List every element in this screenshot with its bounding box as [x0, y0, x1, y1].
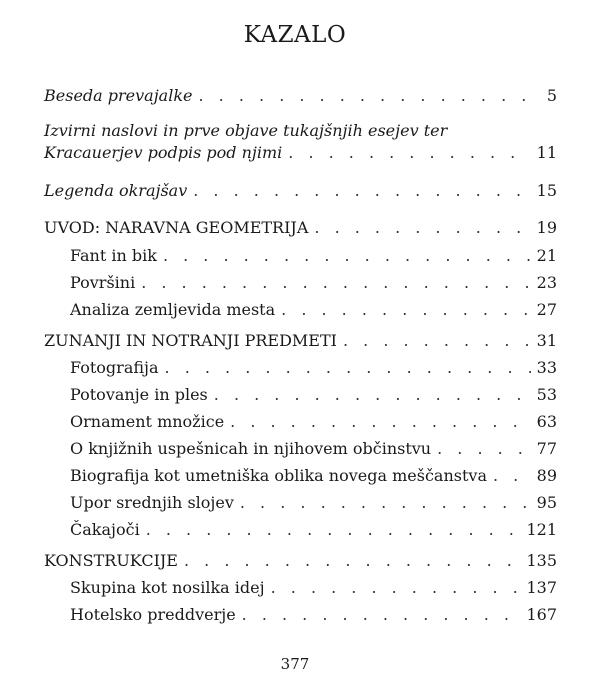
- toc-entry-page: 137: [526, 578, 557, 597]
- toc-entry-label: Hotelsko preddverje: [70, 605, 236, 624]
- dot-leader: [141, 272, 530, 294]
- dot-leader: [437, 438, 531, 460]
- toc-entry-label: O knjižnih uspešnicah in njihovem občinstvu: [70, 439, 432, 458]
- toc-entry-page: 121: [526, 520, 557, 539]
- dot-leader: [214, 384, 531, 406]
- toc-entry-legenda-okrajsav[interactable]: [44, 180, 557, 202]
- toc-entry-label: UVOD: NARAVNA GEOMETRIJA: [44, 218, 309, 237]
- toc-entry-potovanje-in-ples[interactable]: [70, 384, 557, 406]
- dot-leader: [199, 85, 541, 107]
- toc-entry-label: Analiza zemljevida mesta: [70, 300, 276, 319]
- toc-entry-analiza-zemljevida[interactable]: [70, 299, 557, 321]
- dot-leader: [271, 577, 521, 599]
- toc-entry-page: 21: [536, 246, 557, 265]
- page-title: KAZALO: [243, 22, 347, 48]
- toc-entry-label: Biografija kot umetniška oblika novega meščanstva: [70, 466, 487, 485]
- toc-entry-label: KONSTRUKCIJE: [44, 551, 178, 570]
- dot-leader: [281, 299, 530, 321]
- toc-entry-upor-srednjih-slojev[interactable]: [70, 492, 557, 514]
- toc-entry-page: 63: [536, 412, 557, 431]
- toc-entry-fotografija[interactable]: [70, 357, 557, 379]
- toc-entry-izvirni-naslovi[interactable]: [44, 120, 557, 164]
- toc-entry-label: Površini: [70, 273, 136, 292]
- dot-leader: [343, 330, 531, 352]
- toc-entry-label: Upor srednjih slojev: [70, 493, 234, 512]
- toc-entry-label: Fant in bik: [70, 246, 157, 265]
- toc-entry-povrsini[interactable]: [70, 272, 557, 294]
- dot-leader: [240, 492, 531, 514]
- toc-entry-label: ZUNANJI IN NOTRANJI PREDMETI: [44, 331, 337, 350]
- dot-leader: [184, 550, 520, 572]
- dot-leader: [230, 411, 530, 433]
- dot-leader: [193, 180, 530, 202]
- toc-entry-label: Ornament množice: [70, 412, 225, 431]
- toc-entry-label: Beseda prevajalke: [44, 86, 193, 105]
- toc-entry-label: Čakajoči: [70, 520, 140, 539]
- toc-entry-label: Kracauerjev podpis pod njimi: [44, 143, 283, 162]
- toc-entry-page: 89: [536, 466, 557, 485]
- toc-entry-page: 77: [536, 439, 557, 458]
- toc-entry-page: 33: [536, 358, 557, 377]
- dot-leader: [146, 519, 521, 541]
- toc-entry-page: 19: [536, 218, 557, 237]
- toc-entry-o-knjiznih-uspesnicah[interactable]: [70, 438, 557, 460]
- dot-leader: [163, 245, 531, 267]
- toc-entry-page: 31: [536, 331, 557, 350]
- dot-leader: [314, 217, 530, 239]
- toc-section-konstrukcije[interactable]: [44, 550, 557, 572]
- toc-entry-page: 11: [536, 143, 557, 162]
- toc-entry-label: Legenda okrajšav: [44, 181, 188, 200]
- toc-entry-page: 23: [536, 273, 557, 292]
- toc-entry-page: 167: [526, 605, 557, 624]
- toc-entry-ornament-mnozice[interactable]: [70, 411, 557, 433]
- toc-entry-label: Potovanje in ples: [70, 385, 208, 404]
- dot-leader: [288, 142, 530, 164]
- toc-entry-skupina-kot-nosilka[interactable]: [70, 577, 557, 599]
- toc-entry-label-line1: Izvirni naslovi in prve objave tukajšnjih esejev ter: [44, 121, 448, 140]
- dot-leader: [242, 604, 521, 626]
- toc-entry-biografija[interactable]: [70, 465, 557, 487]
- toc-entry-label: Fotografija: [70, 358, 159, 377]
- toc-entry-page: 15: [536, 181, 557, 200]
- dot-leader: [165, 357, 531, 379]
- toc-entry-cakajoci[interactable]: [70, 519, 557, 541]
- toc-section-uvod[interactable]: [44, 217, 557, 239]
- toc-entry-page: 27: [536, 300, 557, 319]
- page-number: 377: [280, 655, 310, 673]
- toc-entry-beseda-prevajalke[interactable]: [44, 85, 557, 107]
- toc-entry-label: Skupina kot nosilka idej: [70, 578, 265, 597]
- toc-entry-fant-in-bik[interactable]: [70, 245, 557, 267]
- toc-section-zunanji-in-notranji[interactable]: [44, 330, 557, 352]
- toc-entry-page: 135: [526, 551, 557, 570]
- toc-entry-page: 53: [536, 385, 557, 404]
- toc-entry-hotelsko-preddverje[interactable]: [70, 604, 557, 626]
- dot-leader: [493, 465, 531, 487]
- toc-entry-page: 95: [536, 493, 557, 512]
- toc-entry-page: 5: [546, 86, 557, 105]
